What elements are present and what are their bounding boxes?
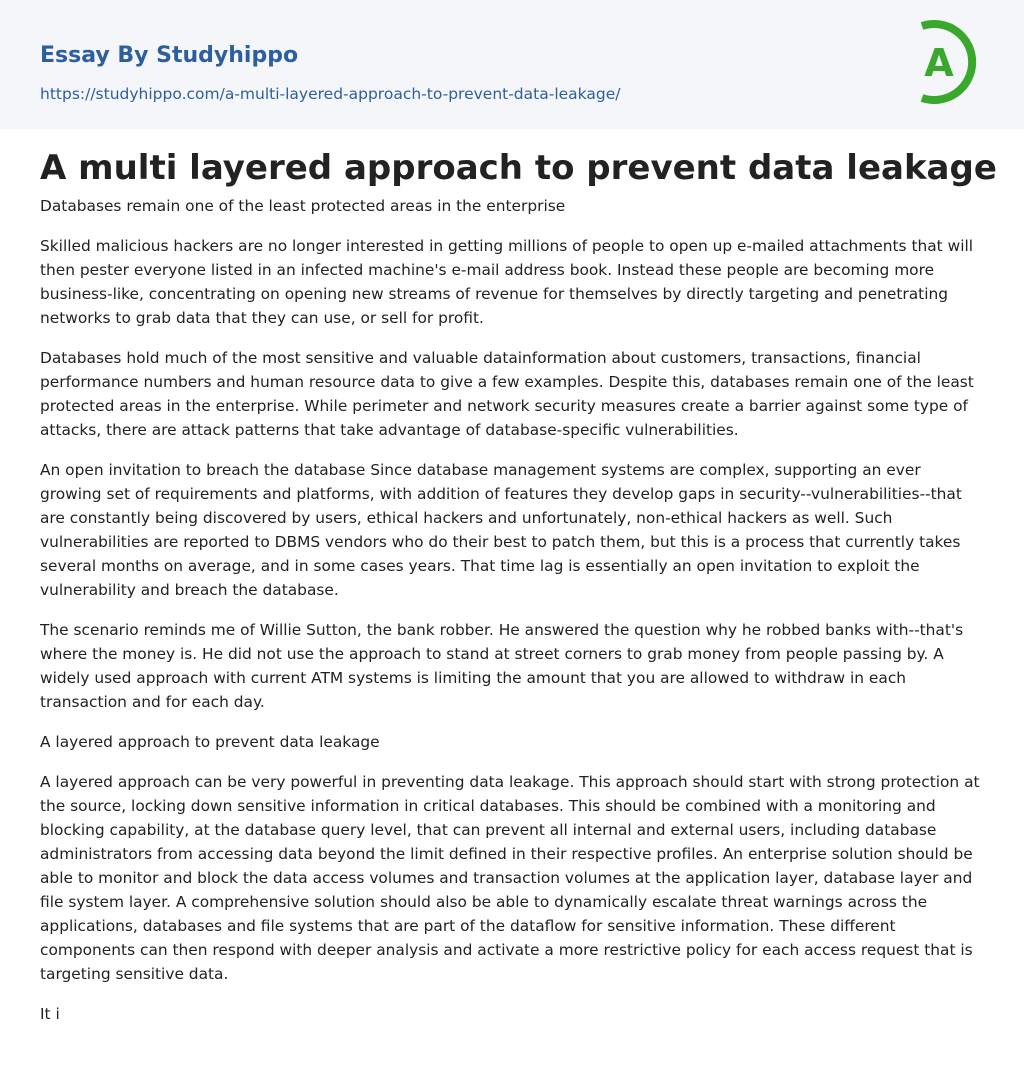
article-title: A multi layered approach to prevent data leakage bbox=[40, 148, 997, 188]
article-paragraph: The scenario reminds me of Willie Sutton, the bank robber. He answered the question why he robbed banks with--that's where the money is. He did not use the approach to stand at street corners to grab money from people passing by. A widely used approach with current ATM systems is limiting the amount that you are allowed to withdraw in each transaction and for each day. bbox=[40, 621, 964, 711]
truncated-paragraph: It i bbox=[40, 1005, 60, 1023]
article-paragraph: Skilled malicious hackers are no longer interested in getting millions of people to open up e-mailed attachments that will then pester everyone listed in an infected machine's e-mail address book. Instead these people are becoming more business-like, concentrating on opening new streams of revenue for themselves by directly targeting and penetrating networks to grab data that they can use, or sell for profit. bbox=[40, 237, 974, 327]
article-paragraph: Databases hold much of the most sensitive and valuable datainformation about customers, transactions, financial performance numbers and human resource data to give a few examples. Despite this, databases remain one of the least protected areas in the enterprise. While perimeter and network security measures create a barrier against some type of attacks, there are attack patterns that take advantage of database-specific vulnerabilities. bbox=[40, 349, 974, 439]
article-paragraph: Databases remain one of the least protected areas in the enterprise bbox=[40, 197, 566, 215]
section-subheading: A layered approach to prevent data leakage bbox=[40, 733, 380, 751]
logo-letter: A bbox=[924, 41, 954, 85]
essay-url-link[interactable]: https://studyhippo.com/a-multi-layered-approach-to-prevent-data-leakage/ bbox=[40, 85, 621, 103]
article-paragraph: A layered approach can be very powerful in preventing data leakage. This approach should start with strong protection at the source, locking down sensitive information in critical databases. This should be combined with a monitoring and blocking capability, at the database query level, that can prevent all internal and external users, including database administrators from accessing data beyond the limit defined in their respective profiles. An enterprise solution should be able to monitor and block the data access volumes and transaction volumes at the application layer, database layer and file system layer. A comprehensive solution should also be able to dynamically escalate threat warnings across the applications, databases and file systems that are part of the dataflow for sensitive information. These different components can then respond with deeper analysis and activate a more restrictive policy for each access request that is targeting sensitive data. bbox=[40, 773, 980, 983]
site-brand[interactable]: Essay By Studyhippo bbox=[40, 43, 299, 68]
article-paragraph: An open invitation to breach the database Since database management systems are complex, supporting an ever growing set of requirements and platforms, with addition of features they develop gaps in security--vulnerabilities--that are constantly being discovered by users, ethical hackers and unfortunately, non-ethical hackers as well. Such vulnerabilities are reported to DBMS vendors who do their best to patch them, but this is a process that currently takes several months on average, and in some cases years. That time lag is essentially an open invitation to exploit the vulnerability and breach the database. bbox=[40, 461, 962, 599]
article-body bbox=[40, 194, 984, 1042]
